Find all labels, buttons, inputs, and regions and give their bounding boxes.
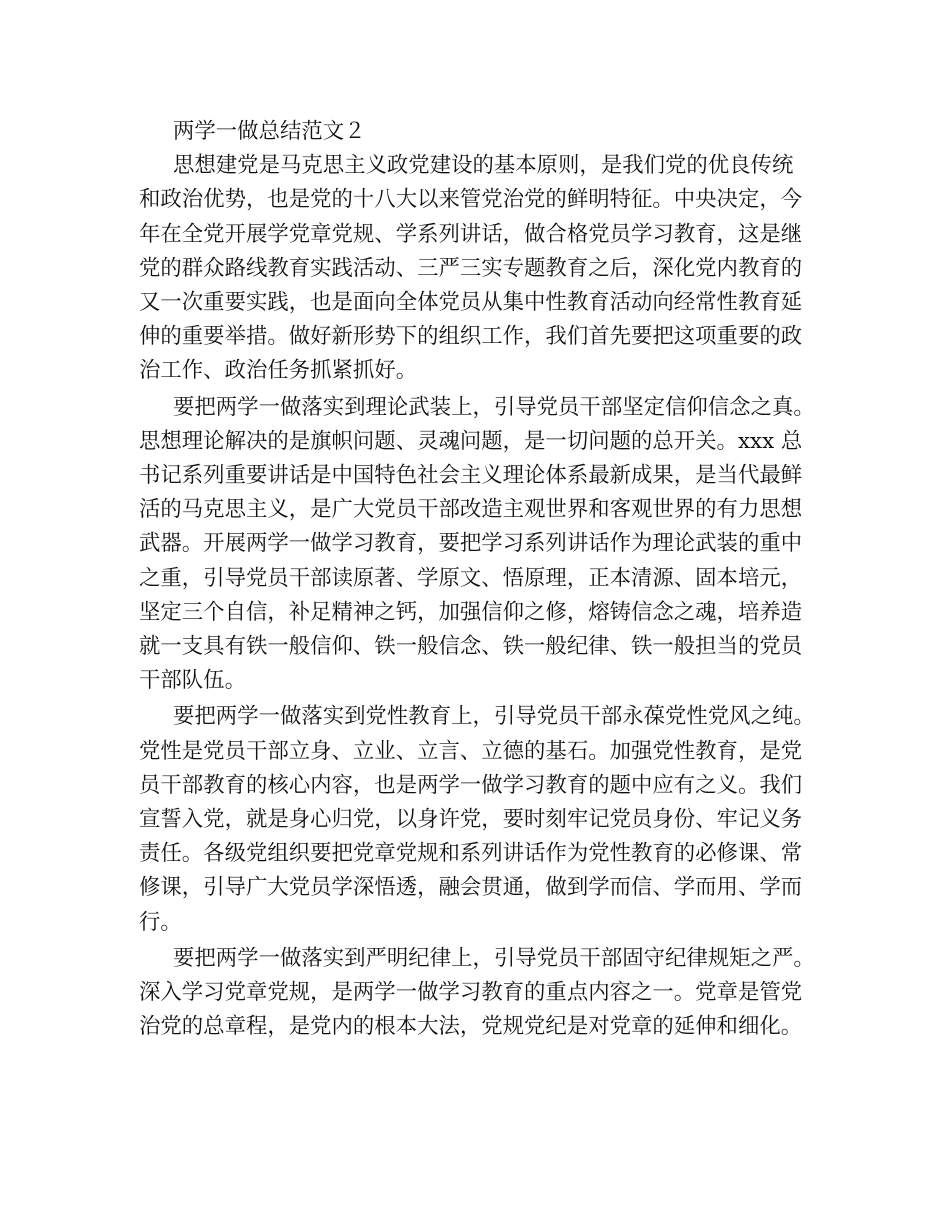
body-paragraph	[139, 391, 819, 699]
paragraph-line: 宣誓入党，就是身心归党，以身许党，要时刻牢记党员身份、牢记义务	[139, 807, 803, 833]
paragraph-line: 思想理论解决的是旗帜问题、灵魂问题，是一切问题的总开关。xxx 总	[139, 428, 803, 454]
paragraph-line: 伸的重要举措。做好新形势下的组织工作，我们首先要把这项重要的政	[139, 324, 803, 350]
paragraph-line: 责任。各级党组织要把党章党规和系列讲话作为党性教育的必修课、常	[139, 841, 803, 867]
paragraph-line: 年在全党开展学党章党规、学系列讲话，做合格党员学习教育，这是继	[139, 221, 803, 247]
paragraph-line: 和政治优势，也是党的十八大以来管党治党的鲜明特征。中央决定，今	[139, 187, 803, 213]
paragraph-line: 就一支具有铁一般信仰、铁一般信念、铁一般纪律、铁一般担当的党员	[139, 634, 803, 660]
paragraph-line: 思想建党是马克思主义政党建设的基本原则，是我们党的优良传统	[173, 153, 794, 179]
paragraph-line: 员干部教育的核心内容，也是两学一做学习教育的题中应有之义。我们	[139, 772, 803, 798]
paragraph-line: 之重，引导党员干部读原著、学原文、悟原理，正本清源、固本培元，	[139, 565, 803, 591]
paragraph-line: 坚定三个自信，补足精神之钙，加强信仰之修，熔铸信念之魂，培养造	[139, 599, 803, 625]
document-title: 两学一做总结范文２	[173, 119, 366, 144]
document-body	[139, 115, 819, 1046]
paragraph-line: 武器。开展两学一做学习教育，要把学习系列讲话作为理论武装的重中	[139, 531, 803, 557]
body-paragraph	[139, 942, 819, 1045]
paragraph-line: 修课，引导广大党员学深悟透，融会贯通，做到学而信、学而用、学而	[139, 875, 803, 901]
paragraph-line: 党的群众路线教育实践活动、三严三实专题教育之后，深化党内教育的	[139, 255, 803, 281]
body-paragraph	[139, 700, 819, 939]
paragraph-line: 党性是党员干部立身、立业、立言、立德的基石。加强党性教育，是党	[139, 738, 803, 764]
paragraph-line: 又一次重要实践，也是面向全体党员从集中性教育活动向经常性教育延	[139, 290, 803, 316]
paragraph-line: 干部队伍。	[139, 668, 246, 694]
paragraph-line: 行。	[139, 909, 182, 935]
document-paragraphs	[139, 149, 819, 1044]
paragraph-line: 治党的总章程，是党内的根本大法，党规党纪是对党章的延伸和细化。	[139, 1014, 803, 1040]
paragraph-line: 要把两学一做落实到理论武装上，引导党员干部坚定信仰信念之真。	[173, 394, 815, 420]
paragraph-line: 书记系列重要讲话是中国特色社会主义理论体系最新成果，是当代最鲜	[139, 463, 803, 489]
paragraph-line: 治工作、政治任务抓紧抓好。	[139, 358, 418, 384]
paragraph-line: 活的马克思主义，是广大党员干部改造主观世界和客观世界的有力思想	[139, 497, 803, 523]
paragraph-line: 深入学习党章党规，是两学一做学习教育的重点内容之一。党章是管党	[139, 980, 803, 1006]
paragraph-line: 要把两学一做落实到党性教育上，引导党员干部永葆党性党风之纯。	[173, 704, 815, 730]
body-paragraph	[139, 149, 819, 388]
paragraph-line: 要把两学一做落实到严明纪律上，引导党员干部固守纪律规矩之严。	[173, 945, 815, 971]
